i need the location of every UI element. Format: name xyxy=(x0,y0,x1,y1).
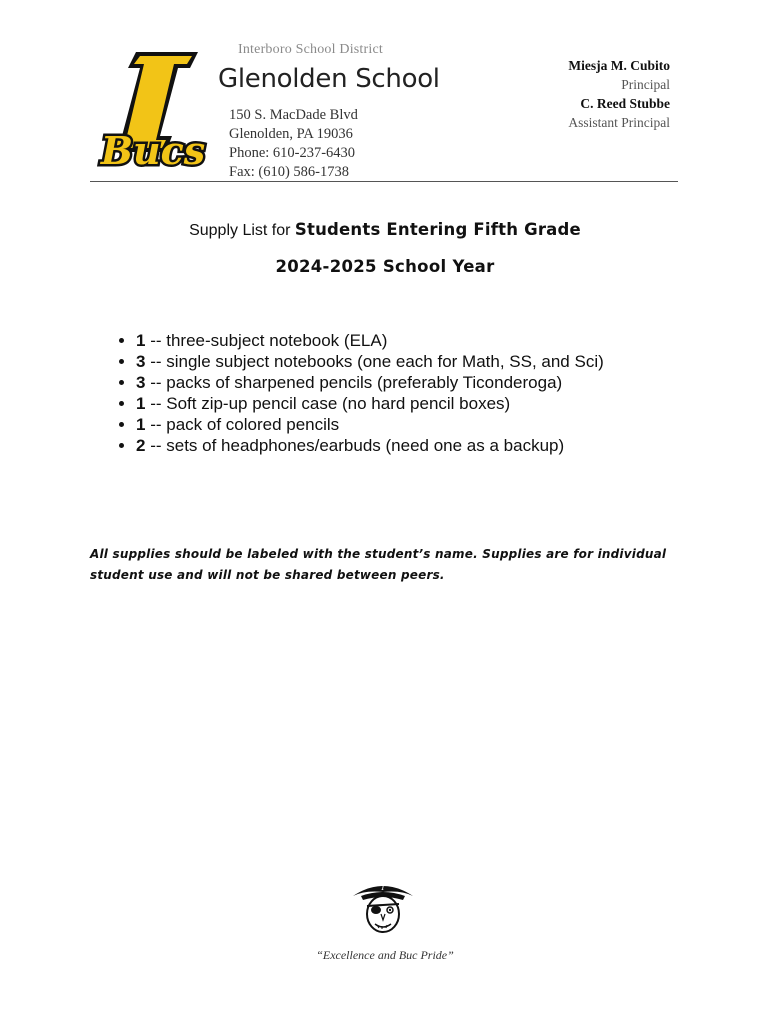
list-item: • 3 -- single subject notebooks (one each for Math, SS, and Sci) xyxy=(136,351,606,372)
address-line1: 150 S. MacDade Blvd xyxy=(229,107,358,123)
list-item: • 1 -- Soft zip-up pencil case (no hard pencil boxes) xyxy=(136,393,606,414)
principal-name: Miesja M. Cubito xyxy=(568,58,670,73)
address-line2: Glenolden, PA 19036 xyxy=(229,126,353,142)
list-item: • 1 -- pack of colored pencils xyxy=(136,414,606,435)
labeling-note: All supplies should be labeled with the student’s name. Supplies are for individual student use and will not be shared between peers. xyxy=(90,547,667,582)
supply-list xyxy=(110,330,606,456)
school-contact xyxy=(229,106,522,182)
page-title xyxy=(0,220,770,240)
assistant-name: C. Reed Stubbe xyxy=(580,96,670,111)
bucs-logo-icon xyxy=(86,44,221,176)
school-header xyxy=(218,42,522,182)
administrators xyxy=(568,56,670,132)
assistant-title: Assistant Principal xyxy=(568,115,670,130)
school-motto: “Excellence and Buc Pride” xyxy=(316,948,454,962)
list-item: • 1 -- three-subject notebook (ELA) xyxy=(136,330,606,351)
school-name: Glenolden School xyxy=(218,64,440,94)
list-item: • 2 -- sets of headphones/earbuds (need one as a backup) xyxy=(136,435,606,456)
svg-text:I: I xyxy=(381,883,385,892)
fax: Fax: (610) 586-1738 xyxy=(229,164,350,180)
school-year: 2024-2025 School Year xyxy=(275,257,495,276)
list-item: • 3 -- packs of sharpened pencils (preferably Ticonderoga) xyxy=(136,372,606,393)
svg-text:Bucs: Bucs xyxy=(100,128,206,173)
phone: Phone: 610-237-6430 xyxy=(229,145,356,161)
principal-title: Principal xyxy=(621,77,670,92)
header-divider xyxy=(90,181,678,182)
pirate-mascot-icon xyxy=(351,874,415,936)
district-name: Interboro School District xyxy=(238,42,383,57)
title-main: Students Entering Fifth Grade xyxy=(294,220,581,239)
title-prefix: Supply List for xyxy=(189,222,295,239)
